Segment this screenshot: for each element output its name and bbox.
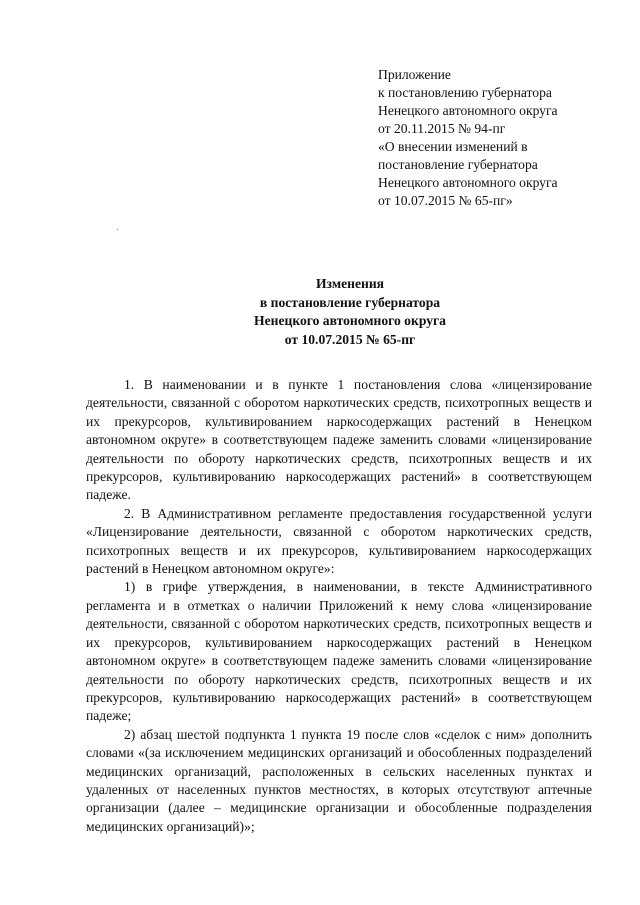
title-line: в постановление губернатора: [259, 294, 441, 310]
title-line: от 10.07.2015 № 65-пг: [284, 331, 416, 347]
paragraph-1: 1. В наименовании и в пункте 1 постановления слова «лицензирование деятельности, связанной с оборотом наркотических средств, психотропных веществ и их прекурсоров, культивированием наркосодержащих растений в Ненецком автономном округе» в соответствующем падеже заменить словами «лицензирование деятельности по обороту наркотических средств, психотропных веществ и их прекурсоров, культивированию наркосодержащих растений» в соответствующем падеже.: [86, 377, 592, 503]
appendix-line: к постановлению губернатора: [378, 85, 552, 100]
appendix-line: Ненецкого автономного округа: [378, 103, 558, 118]
appendix-line: Ненецкого автономного округа: [378, 175, 558, 190]
scan-speck: [117, 229, 118, 230]
document-title: [120, 275, 580, 349]
appendix-line: постановление губернатора: [378, 157, 538, 172]
appendix-line: от 10.07.2015 № 65-пг»: [378, 193, 513, 208]
title-line: Ненецкого автономного округа: [254, 313, 446, 328]
appendix-header: [378, 66, 618, 210]
paragraph-2-sub-1: 1) в грифе утверждения, в наименовании, в тексте Административного регламента и в отметках о наличии Приложений к нему слова «лицензирование деятельности, связанной с оборотом наркотических средств, психотропных веществ и их прекурсоров, культивированием наркосодержащих растений в Ненецком автономном округе» в соответствующем падеже заменить словами «лицензирование деятельности по обороту наркотических средств, психотропных веществ и их прекурсоров, культивированию наркосодержащих растений» в соответствующем падеже;: [86, 579, 592, 724]
appendix-line: от 20.11.2015 № 94-пг: [378, 121, 506, 136]
paragraph-2: 2. В Административном регламенте предоставления государственной услуги «Лицензирование деятельности, связанной с оборотом наркотических средств, психотропных веществ и их прекурсоров, культивированием наркосодержащих растений в Ненецком автономном округе»:: [86, 505, 592, 577]
document-body: [86, 376, 592, 836]
appendix-line: Приложение: [378, 67, 451, 82]
appendix-line: «О внесении изменений в: [378, 139, 528, 154]
paragraph-2-sub-2: 2) абзац шестой подпункта 1 пункта 19 после слов «сделок с ним» дополнить словами «(за исключением медицинских организаций и обособленных подразделений медицинских организаций, расположенных в сельских населенных пунктах и удаленных от населенных пунктов местностях, в которых отсутствуют аптечные организации (далее – медицинские организации и обособленные подразделения медицинских организаций)»;: [86, 726, 592, 834]
title-line: Изменения: [315, 276, 385, 291]
